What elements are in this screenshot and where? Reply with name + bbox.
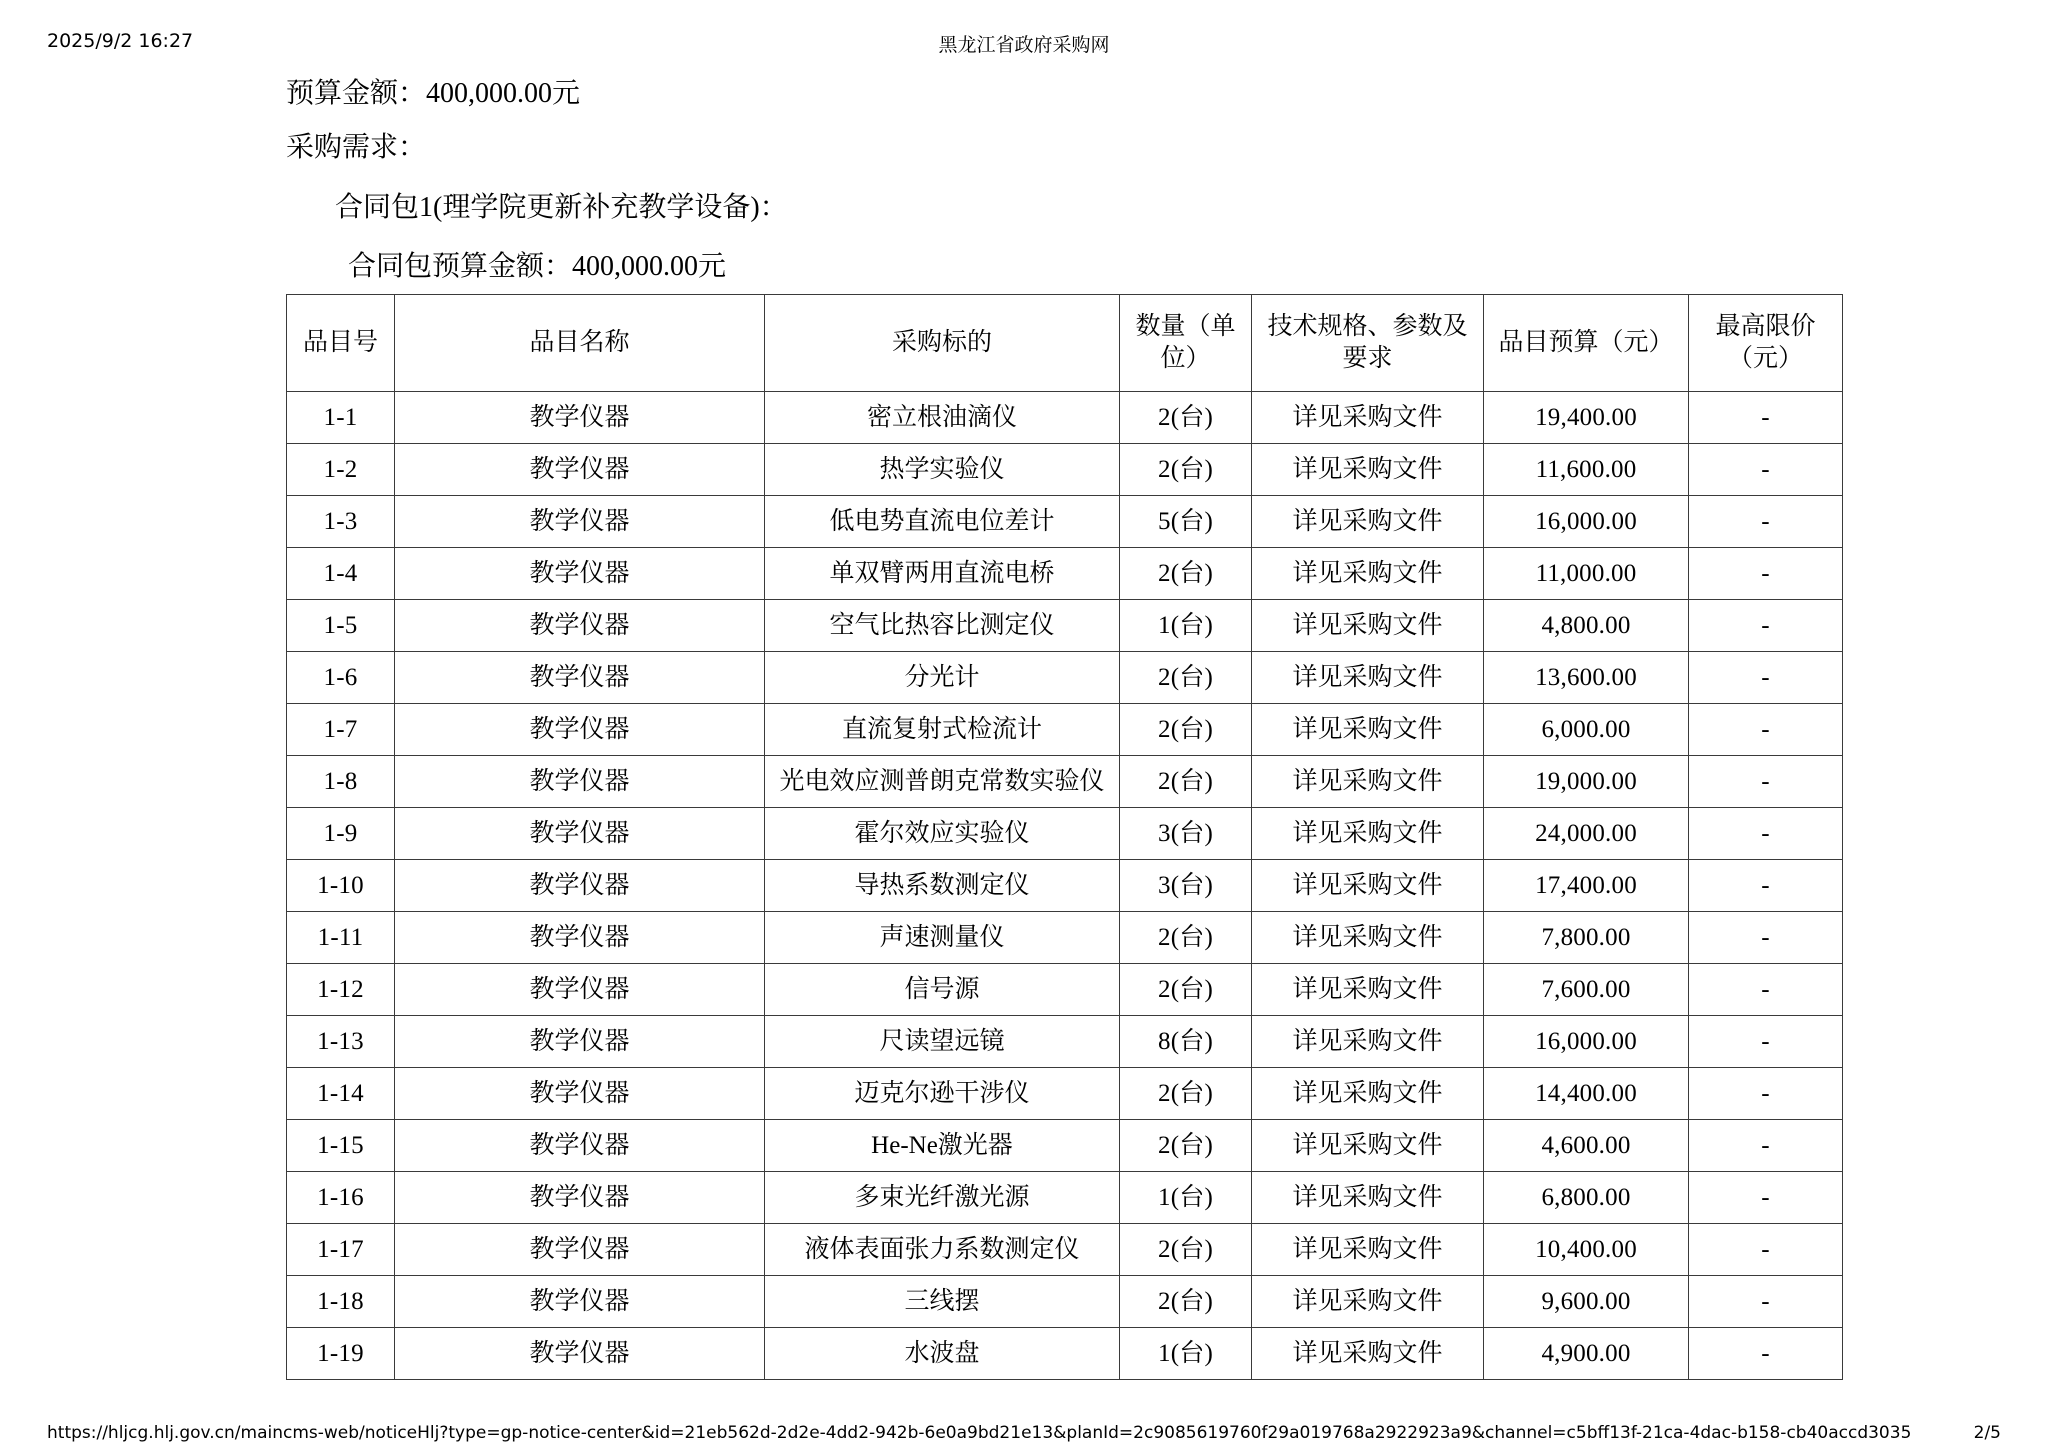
cell-quantity: 8(台) — [1120, 1016, 1252, 1068]
cell-quantity: 2(台) — [1120, 548, 1252, 600]
cell-price-cap: - — [1689, 1224, 1843, 1276]
table-row — [287, 808, 1843, 860]
cell-quantity: 5(台) — [1120, 496, 1252, 548]
cell-item-no: 1-7 — [287, 704, 395, 756]
cell-target: 水波盘 — [765, 1328, 1120, 1380]
cell-price-cap: - — [1689, 704, 1843, 756]
cell-target: 尺读望远镜 — [765, 1016, 1120, 1068]
cell-item-name: 教学仪器 — [395, 444, 765, 496]
cell-target: 密立根油滴仪 — [765, 392, 1120, 444]
table-row — [287, 1276, 1843, 1328]
column-header-quantity: 数量（单位） — [1120, 295, 1252, 392]
cell-item-name: 教学仪器 — [395, 704, 765, 756]
table-row — [287, 912, 1843, 964]
cell-price-cap: - — [1689, 1276, 1843, 1328]
cell-item-name: 教学仪器 — [395, 964, 765, 1016]
cell-item-budget: 16,000.00 — [1484, 496, 1689, 548]
table-row — [287, 600, 1843, 652]
cell-specification: 详见采购文件 — [1252, 808, 1484, 860]
cell-target: 霍尔效应实验仪 — [765, 808, 1120, 860]
cell-price-cap: - — [1689, 1068, 1843, 1120]
page-number: 2/5 — [1973, 1423, 2001, 1443]
cell-item-budget: 6,800.00 — [1484, 1172, 1689, 1224]
cell-target: 单双臂两用直流电桥 — [765, 548, 1120, 600]
cell-target: 迈克尔逊干涉仪 — [765, 1068, 1120, 1120]
cell-specification: 详见采购文件 — [1252, 1068, 1484, 1120]
cell-item-budget: 13,600.00 — [1484, 652, 1689, 704]
cell-quantity: 2(台) — [1120, 444, 1252, 496]
table-row — [287, 392, 1843, 444]
cell-item-no: 1-5 — [287, 600, 395, 652]
cell-quantity: 2(台) — [1120, 652, 1252, 704]
cell-target: He-Ne激光器 — [765, 1120, 1120, 1172]
cell-target: 信号源 — [765, 964, 1120, 1016]
cell-specification: 详见采购文件 — [1252, 1224, 1484, 1276]
cell-specification: 详见采购文件 — [1252, 600, 1484, 652]
table-row — [287, 444, 1843, 496]
cell-price-cap: - — [1689, 1016, 1843, 1068]
cell-specification: 详见采购文件 — [1252, 756, 1484, 808]
table-row — [287, 1328, 1843, 1380]
cell-item-budget: 17,400.00 — [1484, 860, 1689, 912]
cell-item-budget: 4,800.00 — [1484, 600, 1689, 652]
table-row — [287, 496, 1843, 548]
cell-item-name: 教学仪器 — [395, 600, 765, 652]
cell-item-budget: 11,600.00 — [1484, 444, 1689, 496]
cell-quantity: 2(台) — [1120, 704, 1252, 756]
table-row — [287, 652, 1843, 704]
table-row — [287, 860, 1843, 912]
cell-specification: 详见采购文件 — [1252, 1328, 1484, 1380]
cell-item-budget: 11,000.00 — [1484, 548, 1689, 600]
cell-price-cap: - — [1689, 964, 1843, 1016]
cell-quantity: 2(台) — [1120, 1224, 1252, 1276]
cell-item-name: 教学仪器 — [395, 652, 765, 704]
cell-price-cap: - — [1689, 548, 1843, 600]
cell-price-cap: - — [1689, 808, 1843, 860]
print-timestamp: 2025/9/2 16:27 — [47, 30, 194, 52]
cell-price-cap: - — [1689, 860, 1843, 912]
column-header-specification: 技术规格、参数及要求 — [1252, 295, 1484, 392]
cell-item-no: 1-6 — [287, 652, 395, 704]
cell-quantity: 3(台) — [1120, 860, 1252, 912]
cell-item-name: 教学仪器 — [395, 548, 765, 600]
cell-target: 多束光纤激光源 — [765, 1172, 1120, 1224]
cell-price-cap: - — [1689, 1328, 1843, 1380]
cell-item-no: 1-11 — [287, 912, 395, 964]
cell-item-name: 教学仪器 — [395, 1172, 765, 1224]
cell-quantity: 2(台) — [1120, 756, 1252, 808]
cell-quantity: 2(台) — [1120, 1068, 1252, 1120]
cell-price-cap: - — [1689, 600, 1843, 652]
cell-price-cap: - — [1689, 1172, 1843, 1224]
cell-item-name: 教学仪器 — [395, 1120, 765, 1172]
cell-price-cap: - — [1689, 652, 1843, 704]
cell-item-no: 1-15 — [287, 1120, 395, 1172]
cell-item-no: 1-4 — [287, 548, 395, 600]
procurement-demand-heading: 采购需求： — [286, 131, 427, 163]
cell-item-name: 教学仪器 — [395, 496, 765, 548]
site-title: 黑龙江省政府采购网 — [938, 34, 1110, 56]
cell-item-budget: 19,000.00 — [1484, 756, 1689, 808]
cell-item-budget: 6,000.00 — [1484, 704, 1689, 756]
cell-target: 导热系数测定仪 — [765, 860, 1120, 912]
cell-item-no: 1-9 — [287, 808, 395, 860]
cell-price-cap: - — [1689, 444, 1843, 496]
cell-price-cap: - — [1689, 496, 1843, 548]
cell-item-no: 1-12 — [287, 964, 395, 1016]
cell-target: 分光计 — [765, 652, 1120, 704]
cell-item-no: 1-18 — [287, 1276, 395, 1328]
cell-item-budget: 14,400.00 — [1484, 1068, 1689, 1120]
items-table-container — [286, 294, 1842, 1380]
cell-specification: 详见采购文件 — [1252, 912, 1484, 964]
total-budget-line: 预算金额：400,000.00元 — [286, 78, 581, 109]
cell-target: 低电势直流电位差计 — [765, 496, 1120, 548]
cell-item-no: 1-19 — [287, 1328, 395, 1380]
cell-specification: 详见采购文件 — [1252, 860, 1484, 912]
cell-item-budget: 19,400.00 — [1484, 392, 1689, 444]
cell-quantity: 2(台) — [1120, 392, 1252, 444]
cell-specification: 详见采购文件 — [1252, 444, 1484, 496]
cell-specification: 详见采购文件 — [1252, 1172, 1484, 1224]
cell-item-name: 教学仪器 — [395, 1276, 765, 1328]
cell-quantity: 3(台) — [1120, 808, 1252, 860]
cell-target: 声速测量仪 — [765, 912, 1120, 964]
cell-specification: 详见采购文件 — [1252, 964, 1484, 1016]
cell-item-name: 教学仪器 — [395, 912, 765, 964]
cell-specification: 详见采购文件 — [1252, 652, 1484, 704]
cell-item-name: 教学仪器 — [395, 860, 765, 912]
cell-item-name: 教学仪器 — [395, 1328, 765, 1380]
cell-item-name: 教学仪器 — [395, 808, 765, 860]
cell-quantity: 1(台) — [1120, 1172, 1252, 1224]
cell-item-no: 1-1 — [287, 392, 395, 444]
cell-item-name: 教学仪器 — [395, 1068, 765, 1120]
cell-item-no: 1-2 — [287, 444, 395, 496]
cell-specification: 详见采购文件 — [1252, 392, 1484, 444]
cell-item-name: 教学仪器 — [395, 1224, 765, 1276]
column-header-target: 采购标的 — [765, 295, 1120, 392]
table-body — [287, 392, 1843, 1380]
table-row — [287, 1224, 1843, 1276]
cell-item-budget: 24,000.00 — [1484, 808, 1689, 860]
table-row — [287, 548, 1843, 600]
cell-item-no: 1-10 — [287, 860, 395, 912]
cell-item-budget: 7,800.00 — [1484, 912, 1689, 964]
cell-item-budget: 4,600.00 — [1484, 1120, 1689, 1172]
cell-quantity: 1(台) — [1120, 600, 1252, 652]
cell-specification: 详见采购文件 — [1252, 1016, 1484, 1068]
table-header-row — [287, 295, 1843, 392]
cell-item-no: 1-8 — [287, 756, 395, 808]
cell-item-budget: 10,400.00 — [1484, 1224, 1689, 1276]
cell-target: 空气比热容比测定仪 — [765, 600, 1120, 652]
print-header — [0, 30, 2048, 58]
column-header-item-name: 品目名称 — [395, 295, 765, 392]
cell-item-name: 教学仪器 — [395, 1016, 765, 1068]
cell-item-budget: 7,600.00 — [1484, 964, 1689, 1016]
cell-specification: 详见采购文件 — [1252, 704, 1484, 756]
cell-quantity: 2(台) — [1120, 912, 1252, 964]
table-row — [287, 756, 1843, 808]
contract-package-budget-line: 合同包预算金额：400,000.00元 — [348, 251, 727, 283]
contract-package-heading: 合同包1(理学院更新补充教学设备)： — [335, 191, 788, 223]
cell-specification: 详见采购文件 — [1252, 548, 1484, 600]
document-body — [0, 66, 2048, 287]
table-row — [287, 704, 1843, 756]
cell-item-no: 1-17 — [287, 1224, 395, 1276]
cell-target: 液体表面张力系数测定仪 — [765, 1224, 1120, 1276]
cell-item-no: 1-3 — [287, 496, 395, 548]
cell-specification: 详见采购文件 — [1252, 496, 1484, 548]
cell-target: 三线摆 — [765, 1276, 1120, 1328]
cell-price-cap: - — [1689, 1120, 1843, 1172]
cell-item-no: 1-14 — [287, 1068, 395, 1120]
cell-item-no: 1-13 — [287, 1016, 395, 1068]
procurement-items-table — [286, 294, 1843, 1380]
table-header — [287, 295, 1843, 392]
cell-quantity: 2(台) — [1120, 1276, 1252, 1328]
table-row — [287, 964, 1843, 1016]
cell-specification: 详见采购文件 — [1252, 1120, 1484, 1172]
column-header-item-no: 品目号 — [287, 295, 395, 392]
cell-price-cap: - — [1689, 392, 1843, 444]
cell-item-no: 1-16 — [287, 1172, 395, 1224]
cell-item-name: 教学仪器 — [395, 756, 765, 808]
cell-quantity: 2(台) — [1120, 1120, 1252, 1172]
table-row — [287, 1068, 1843, 1120]
cell-target: 光电效应测普朗克常数实验仪 — [765, 756, 1120, 808]
cell-quantity: 1(台) — [1120, 1328, 1252, 1380]
cell-specification: 详见采购文件 — [1252, 1276, 1484, 1328]
cell-item-budget: 9,600.00 — [1484, 1276, 1689, 1328]
cell-item-budget: 4,900.00 — [1484, 1328, 1689, 1380]
table-row — [287, 1172, 1843, 1224]
cell-target: 直流复射式检流计 — [765, 704, 1120, 756]
cell-price-cap: - — [1689, 912, 1843, 964]
cell-quantity: 2(台) — [1120, 964, 1252, 1016]
column-header-price-cap: 最高限价（元） — [1689, 295, 1843, 392]
cell-target: 热学实验仪 — [765, 444, 1120, 496]
cell-item-name: 教学仪器 — [395, 392, 765, 444]
cell-price-cap: - — [1689, 756, 1843, 808]
column-header-item-budget: 品目预算（元） — [1484, 295, 1689, 392]
source-url: https://hljcg.hlj.gov.cn/maincms-web/noticeHlj?type=gp-notice-center&id=21eb562d-2d2e-4dd2-942b-6e0a9bd21e13&planId=2c9085619760f29a019768a2922923a9&channel=c5bff13f-21ca-4dac-b158-cb40accd3035 — [47, 1423, 1912, 1443]
table-row — [287, 1120, 1843, 1172]
table-row — [287, 1016, 1843, 1068]
cell-item-budget: 16,000.00 — [1484, 1016, 1689, 1068]
